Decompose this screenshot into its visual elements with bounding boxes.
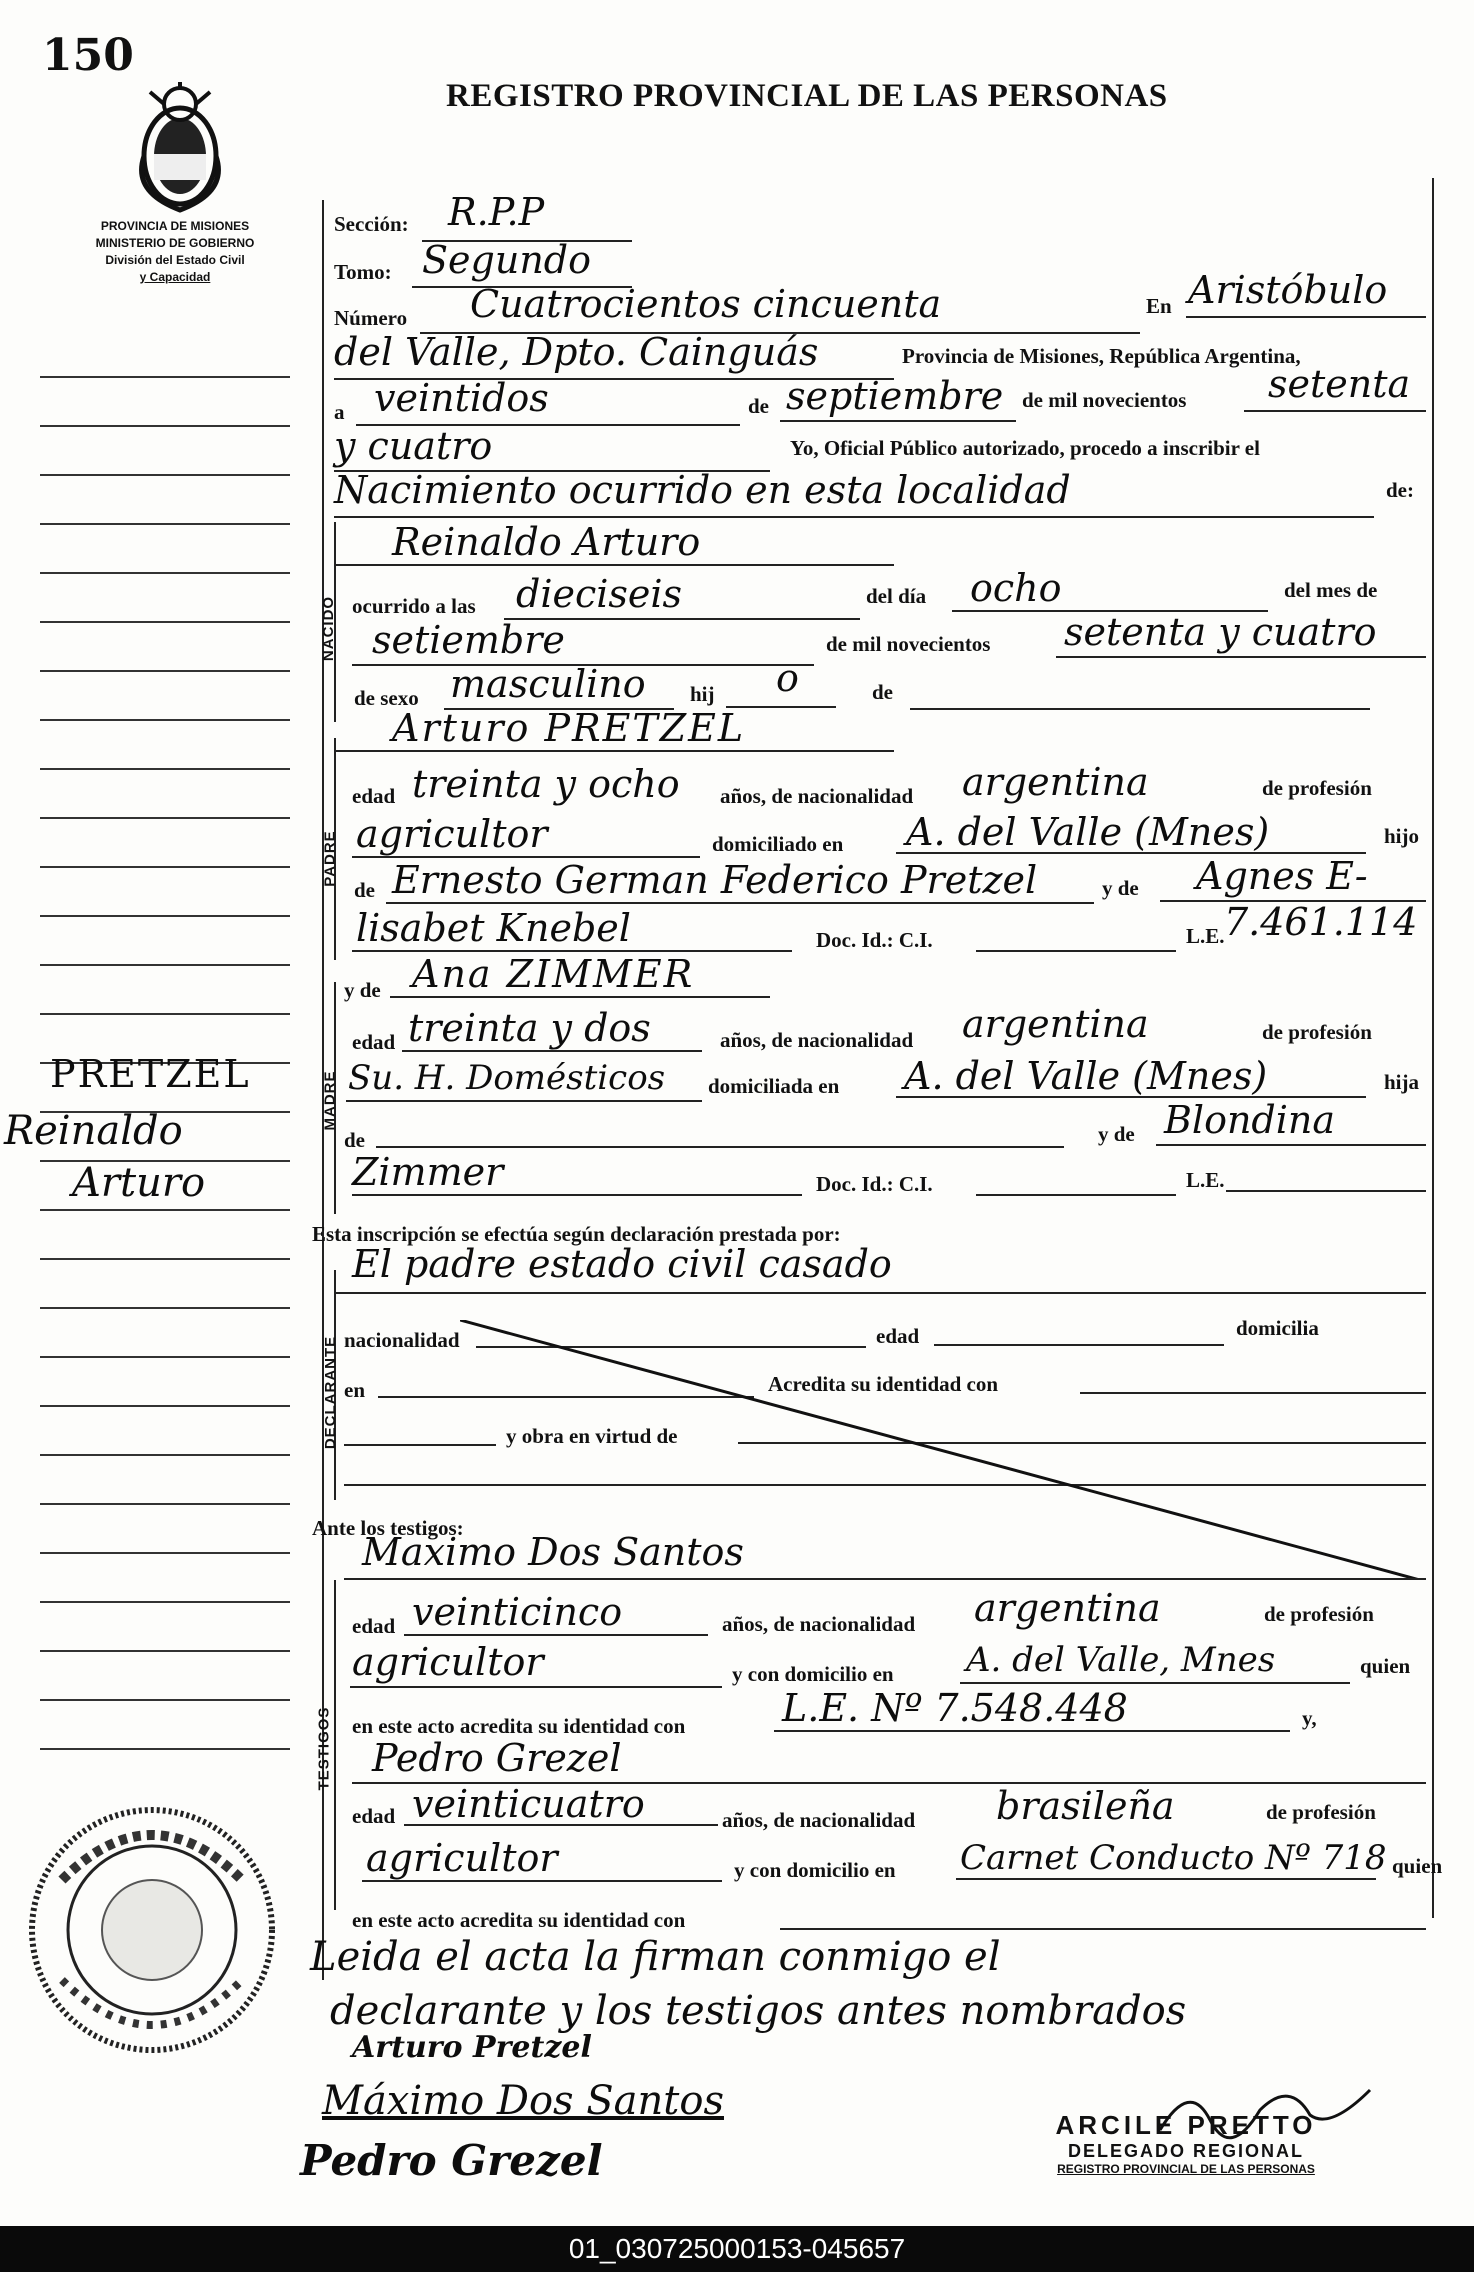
value-lugar: del Valle, Dpto. Cainguás xyxy=(334,330,819,374)
label-de-2: de xyxy=(872,680,893,704)
value-hora: dieciseis xyxy=(516,572,683,616)
label-t2-nacionalidad: años, de nacionalidad xyxy=(722,1808,916,1832)
value-seccion: R.P.P xyxy=(448,190,545,234)
label-t1-domicilio: y con domicilio en xyxy=(732,1662,894,1686)
label-madre-le: L.E. xyxy=(1186,1168,1225,1192)
stamp-registry: REGISTRO PROVINCIAL DE LAS PERSONAS xyxy=(1057,2162,1315,2176)
value-padre-nacionalidad: argentina xyxy=(962,760,1149,804)
side-label-madre: MADRE xyxy=(321,1070,339,1131)
label-del-dia: del día xyxy=(866,584,927,608)
value-testigo-1: Maximo Dos Santos xyxy=(362,1530,744,1574)
label-padre-doc: Doc. Id.: C.I. xyxy=(816,928,933,952)
stamp-name: ARCILE PRETTO xyxy=(1055,2110,1317,2140)
label-en: En xyxy=(1146,294,1172,318)
value-abuela-materna-1: Blondina xyxy=(1164,1098,1336,1142)
label-padre-domicilio: domiciliado en xyxy=(712,832,844,856)
value-en: Aristóbulo xyxy=(1188,268,1388,312)
value-padre-edad: treinta y ocho xyxy=(412,762,680,806)
margin-note-name: Reinaldo xyxy=(4,1108,183,1154)
value-t2-profesion: agricultor xyxy=(366,1836,558,1880)
value-cierre-2: declarante y los testigos antes nombrados xyxy=(330,1988,1187,2034)
side-label-nacido: NACIDO xyxy=(320,595,338,662)
value-abuela-materna-2: Zimmer xyxy=(352,1150,504,1194)
value-anio-1: setenta xyxy=(1268,362,1411,406)
label-declarante-obra: y obra en virtud de xyxy=(506,1424,678,1448)
label-numero: Número xyxy=(334,306,408,330)
label-t1-acredita: en este acto acredita su identidad con xyxy=(352,1714,686,1738)
margin-note-name-2: Arturo xyxy=(72,1160,206,1206)
value-sexo: masculino xyxy=(450,662,646,706)
authority-line-1: PROVINCIA DE MISIONES xyxy=(100,219,250,233)
label-provincia: Provincia de Misiones, República Argentina, xyxy=(902,344,1301,368)
authority-line-2: MINISTERIO DE GOBIERNO xyxy=(95,236,255,250)
label-de-colon: de: xyxy=(1386,478,1414,502)
value-hijo: o xyxy=(776,656,799,700)
label-sexo: de sexo xyxy=(354,686,419,710)
value-padre-domicilio: A. del Valle (Mnes) xyxy=(906,810,1270,854)
value-t1-domicilio: A. del Valle, Mnes xyxy=(966,1640,1276,1680)
label-t2-profesion: de profesión xyxy=(1266,1800,1376,1824)
value-t1-nacionalidad: argentina xyxy=(974,1586,1161,1630)
value-t2-edad: veinticuatro xyxy=(412,1782,645,1826)
value-madre-domicilio: A. del Valle (Mnes) xyxy=(904,1054,1268,1098)
value-mes: septiembre xyxy=(786,374,1004,418)
value-madre-edad: treinta y dos xyxy=(408,1006,651,1050)
label-t2-edad: edad xyxy=(352,1804,396,1828)
document-title: REGISTRO PROVINCIAL DE LAS PERSONAS xyxy=(446,78,1168,114)
label-de-mil-2: de mil novecientos xyxy=(826,632,991,656)
label-yo: Yo, Oficial Público autorizado, procedo a inscribir el xyxy=(790,436,1260,460)
label-declarante-nacionalidad: nacionalidad xyxy=(344,1328,460,1352)
signature-testigo-1: Máximo Dos Santos xyxy=(322,2078,724,2124)
label-t1-edad: edad xyxy=(352,1614,396,1638)
value-abuela-paterna-1: Agnes E- xyxy=(1196,854,1368,898)
label-declaracion: Esta inscripción se efectúa según declaración prestada por: xyxy=(312,1222,841,1246)
label-madre-domicilio: domiciliada en xyxy=(708,1074,840,1098)
value-abuelo-paterno: Ernesto German Federico Pretzel xyxy=(392,858,1038,902)
label-t1-profesion: de profesión xyxy=(1264,1602,1374,1626)
value-t1-documento: L.E. Nº 7.548.448 xyxy=(782,1686,1128,1730)
authority-line-3: División del Estado Civil xyxy=(105,253,245,267)
label-t1-y: y, xyxy=(1302,1706,1317,1730)
value-dia-nac: ocho xyxy=(970,566,1062,610)
label-t2-acredita: en este acto acredita su identidad con xyxy=(352,1908,686,1932)
stamp-role: DELEGADO REGIONAL xyxy=(1067,2141,1304,2161)
label-del-mes: del mes de xyxy=(1284,578,1378,602)
label-madre-y-de: y de xyxy=(344,978,381,1002)
value-dia: veintidos xyxy=(374,376,549,420)
value-padre-le: 7.461.114 xyxy=(1224,900,1418,944)
label-tomo: Tomo: xyxy=(334,260,392,284)
value-numero: Cuatrocientos cincuenta xyxy=(470,282,942,326)
label-declarante-domicilia: domicilia xyxy=(1236,1316,1319,1340)
label-madre-profesion: de profesión xyxy=(1262,1020,1372,1044)
side-label-testigos: TESTIGOS xyxy=(315,1706,333,1791)
label-ocurrido: ocurrido a las xyxy=(352,594,476,618)
label-declarante-edad: edad xyxy=(876,1324,920,1348)
value-tomo: Segundo xyxy=(422,238,591,282)
label-padre-le: L.E. xyxy=(1186,924,1225,948)
value-anio-2: y cuatro xyxy=(334,424,493,468)
label-madre-doc: Doc. Id.: C.I. xyxy=(816,1172,933,1196)
label-madre-edad: edad xyxy=(352,1030,396,1054)
page-number: 150 xyxy=(42,30,134,81)
value-declarante: El padre estado civil casado xyxy=(352,1242,892,1286)
value-testigo-2: Pedro Grezel xyxy=(372,1736,622,1780)
side-label-declarante: DECLARANTE xyxy=(322,1335,340,1450)
value-madre: Ana ZIMMER xyxy=(412,952,695,996)
label-padre-de: de xyxy=(354,878,375,902)
side-label-padre: PADRE xyxy=(321,830,339,887)
label-padre-edad: edad xyxy=(352,784,396,808)
value-t1-edad: veinticinco xyxy=(412,1590,623,1634)
officer-signature-icon xyxy=(1150,2070,1380,2140)
label-declarante-acredita: Acredita su identidad con xyxy=(768,1372,999,1396)
value-t2-domicilio: Carnet Conducto Nº 718 xyxy=(960,1838,1387,1878)
label-hijo: hijo xyxy=(1384,824,1420,848)
value-t2-nacionalidad: brasileña xyxy=(996,1784,1175,1828)
label-madre-nacionalidad: años, de nacionalidad xyxy=(720,1028,914,1052)
label-padre-profesion: de profesión xyxy=(1262,776,1372,800)
value-padre: Arturo PRETZEL xyxy=(392,706,746,750)
label-de-mil: de mil novecientos xyxy=(1022,388,1187,412)
label-madre-de: de xyxy=(344,1128,365,1152)
label-testigos: Ante los testigos: xyxy=(312,1516,464,1540)
label-t1-quien: quien xyxy=(1360,1654,1411,1678)
value-anio-nac: setenta y cuatro xyxy=(1064,610,1377,654)
label-hija: hija xyxy=(1384,1070,1420,1094)
value-cierre-1: Leida el acta la firman conmigo el xyxy=(310,1934,1001,1980)
label-declarante-en: en xyxy=(344,1378,365,1402)
value-padre-profesion: agricultor xyxy=(356,812,548,856)
signature-testigo-2: Pedro Grezel xyxy=(300,2136,603,2185)
label-hij: hij xyxy=(690,682,715,706)
coat-of-arms-icon xyxy=(130,82,230,214)
label-de: de xyxy=(748,394,769,418)
label-padre-y-de: y de xyxy=(1102,876,1139,900)
value-t1-profesion: agricultor xyxy=(352,1640,544,1684)
value-madre-nacionalidad: argentina xyxy=(962,1002,1149,1046)
signature-padre: Arturo Pretzel xyxy=(352,2030,592,2065)
value-nombre: Reinaldo Arturo xyxy=(392,520,701,564)
seal-stamp-icon xyxy=(22,1800,282,2060)
label-padre-nacionalidad: años, de nacionalidad xyxy=(720,784,914,808)
label-a: a xyxy=(334,400,345,424)
footer-id-bar: 01_030725000153-045657 xyxy=(0,2226,1474,2272)
value-hecho: Nacimiento ocurrido en esta localidad xyxy=(334,468,1071,512)
authority-block xyxy=(40,218,310,286)
value-abuela-paterna-2: lisabet Knebel xyxy=(356,906,631,950)
label-t1-nacionalidad: años, de nacionalidad xyxy=(722,1612,916,1636)
authority-line-4: y Capacidad xyxy=(139,270,211,284)
label-t2-quien: quien xyxy=(1392,1854,1443,1878)
label-seccion: Sección: xyxy=(334,212,409,236)
label-madre-y-de-2: y de xyxy=(1098,1122,1135,1146)
label-t2-domicilio: y con domicilio en xyxy=(734,1858,896,1882)
margin-note-surname: PRETZEL xyxy=(50,1052,251,1096)
value-madre-profesion: Su. H. Domésticos xyxy=(348,1058,666,1098)
value-mes-nac: setiembre xyxy=(372,618,565,662)
